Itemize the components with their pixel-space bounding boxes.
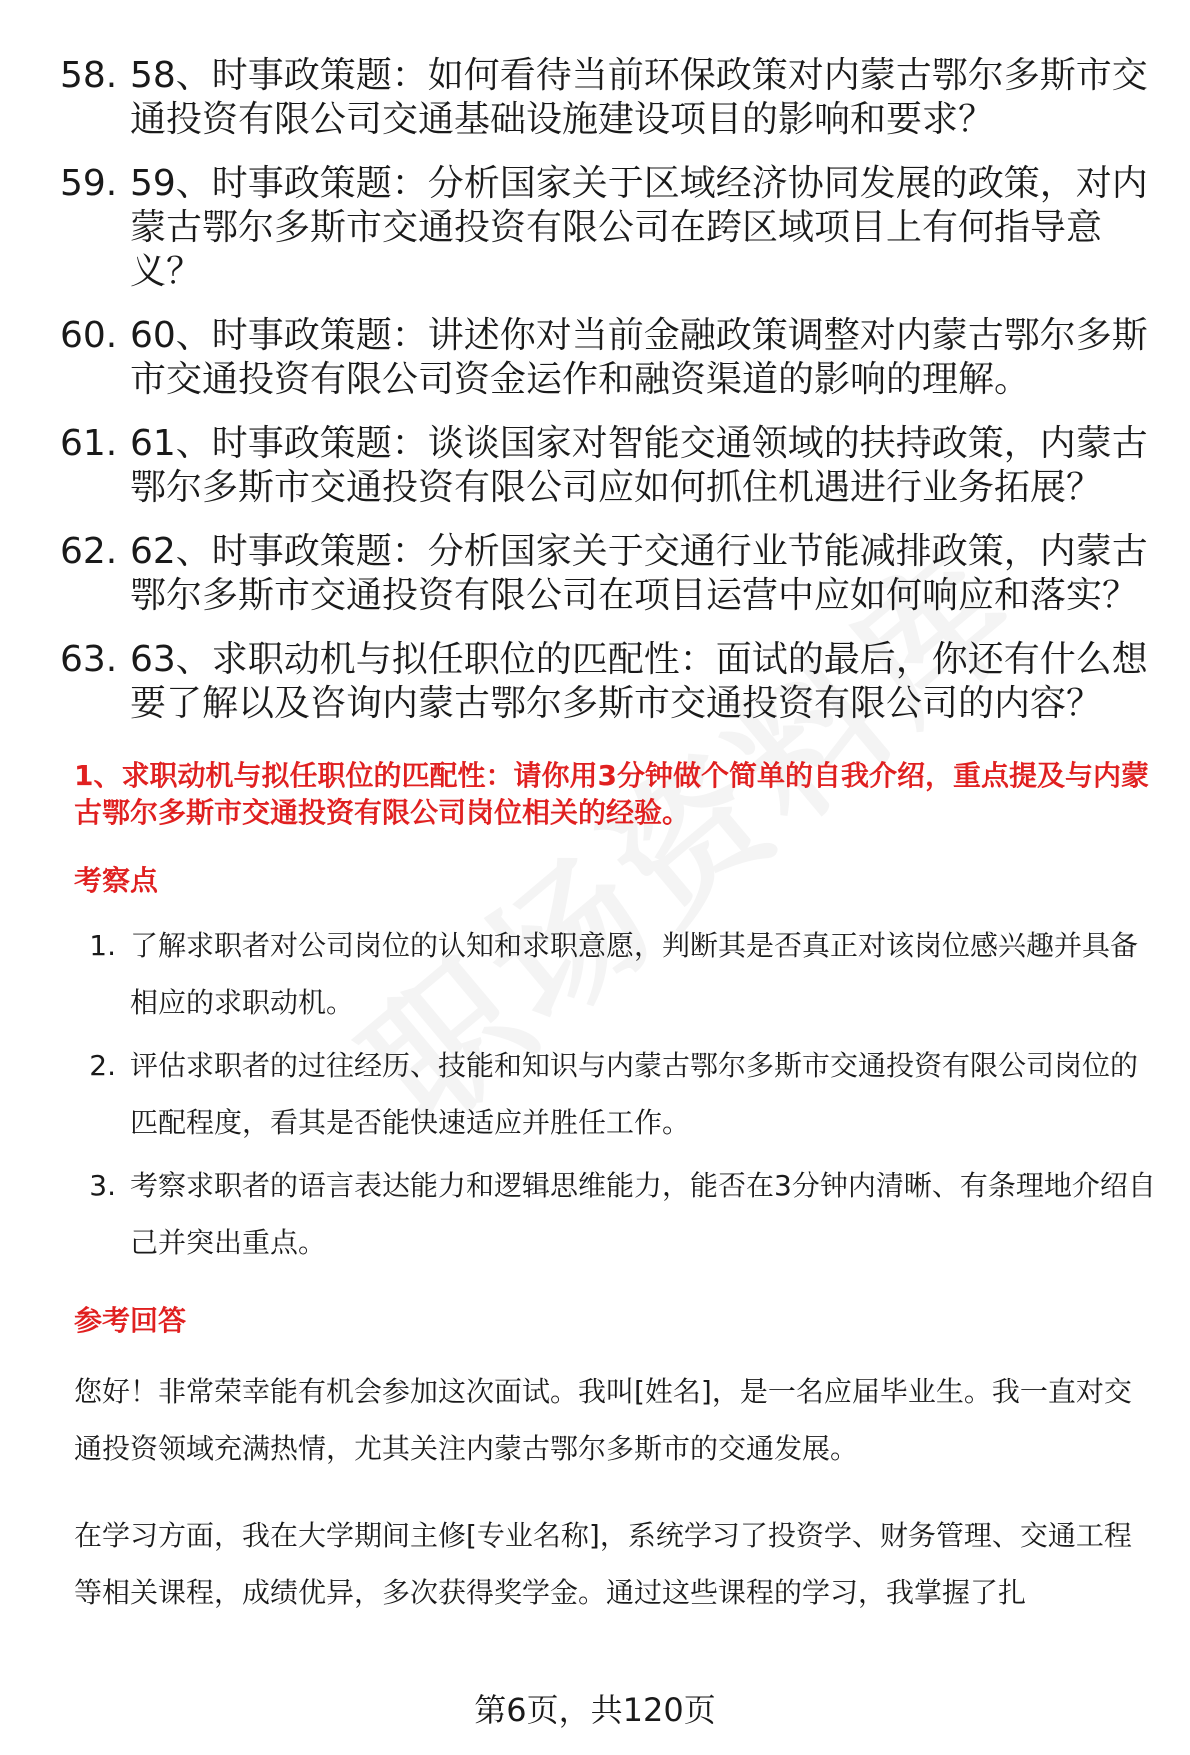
question-item <box>60 530 1150 618</box>
question-number: 59. <box>60 163 118 204</box>
answer-paragraph: 在学习方面，我在大学期间主修[专业名称]，系统学习了投资学、财务管理、交通工程等相关课程，成绩优异，多次获得奖学金。通过这些课程的学习，我掌握了扎 <box>74 1519 1132 1609</box>
question-text: 60、时事政策题：讲述你对当前金融政策调整对内蒙古鄂尔多斯市交通投资有限公司资金运作和融资渠道的影响的理解。 <box>130 315 1148 400</box>
answer-paragraph: 您好！非常荣幸能有机会参加这次面试。我叫[姓名]，是一名应届毕业生。我一直对交通投资领域充满热情，尤其关注内蒙古鄂尔多斯市的交通发展。 <box>74 1375 1132 1465</box>
point-text: 评估求职者的过往经历、技能和知识与内蒙古鄂尔多斯市交通投资有限公司岗位的匹配程度，看其是否能快速适应并胜任工作。 <box>130 1049 1139 1139</box>
question-item <box>60 314 1150 402</box>
answer-label: 参考回答 <box>74 1304 187 1337</box>
section-heading: 1、求职动机与拟任职位的匹配性：请你用3分钟做个简单的自我介绍，重点提及与内蒙古鄂尔多斯市交通投资有限公司岗位相关的经验。 <box>74 759 1149 829</box>
points-label: 考察点 <box>74 864 159 897</box>
question-number: 63. <box>60 639 118 680</box>
point-item <box>74 1037 1156 1151</box>
point-number: 2. <box>89 1049 116 1082</box>
question-text: 59、时事政策题：分析国家关于区域经济协同发展的政策，对内蒙古鄂尔多斯市交通投资有限公司在跨区域项目上有何指导意义？ <box>130 163 1148 292</box>
question-item <box>60 54 1150 142</box>
points-list <box>74 917 1156 1271</box>
question-number: 60. <box>60 315 118 356</box>
question-text: 58、时事政策题：如何看待当前环保政策对内蒙古鄂尔多斯市交通投资有限公司交通基础设施建设项目的影响和要求？ <box>130 55 1148 140</box>
question-number: 62. <box>60 531 118 572</box>
page-footer: 第6页，共120页 <box>474 1691 716 1729</box>
answer-section <box>74 757 1156 1621</box>
question-item <box>60 638 1150 726</box>
question-item <box>60 422 1150 510</box>
question-item <box>60 162 1150 294</box>
question-text: 63、求职动机与拟任职位的匹配性：面试的最后，你还有什么想要了解以及咨询内蒙古鄂尔多斯市交通投资有限公司的内容？ <box>130 639 1148 724</box>
point-number: 1. <box>89 929 116 962</box>
question-number: 61. <box>60 423 118 464</box>
question-text: 62、时事政策题：分析国家关于交通行业节能减排政策，内蒙古鄂尔多斯市交通投资有限公司在项目运营中应如何响应和落实？ <box>130 531 1148 616</box>
point-text: 了解求职者对公司岗位的认知和求职意愿，判断其是否真正对该岗位感兴趣并具备相应的求职动机。 <box>130 929 1139 1019</box>
question-list <box>60 54 1150 746</box>
point-item <box>74 917 1156 1031</box>
point-number: 3. <box>89 1169 116 1202</box>
question-text: 61、时事政策题：谈谈国家对智能交通领域的扶持政策，内蒙古鄂尔多斯市交通投资有限公司应如何抓住机遇进行业务拓展？ <box>130 423 1148 508</box>
point-text: 考察求职者的语言表达能力和逻辑思维能力，能否在3分钟内清晰、有条理地介绍自己并突出重点。 <box>130 1169 1156 1259</box>
point-item <box>74 1157 1156 1271</box>
question-number: 58. <box>60 55 118 96</box>
